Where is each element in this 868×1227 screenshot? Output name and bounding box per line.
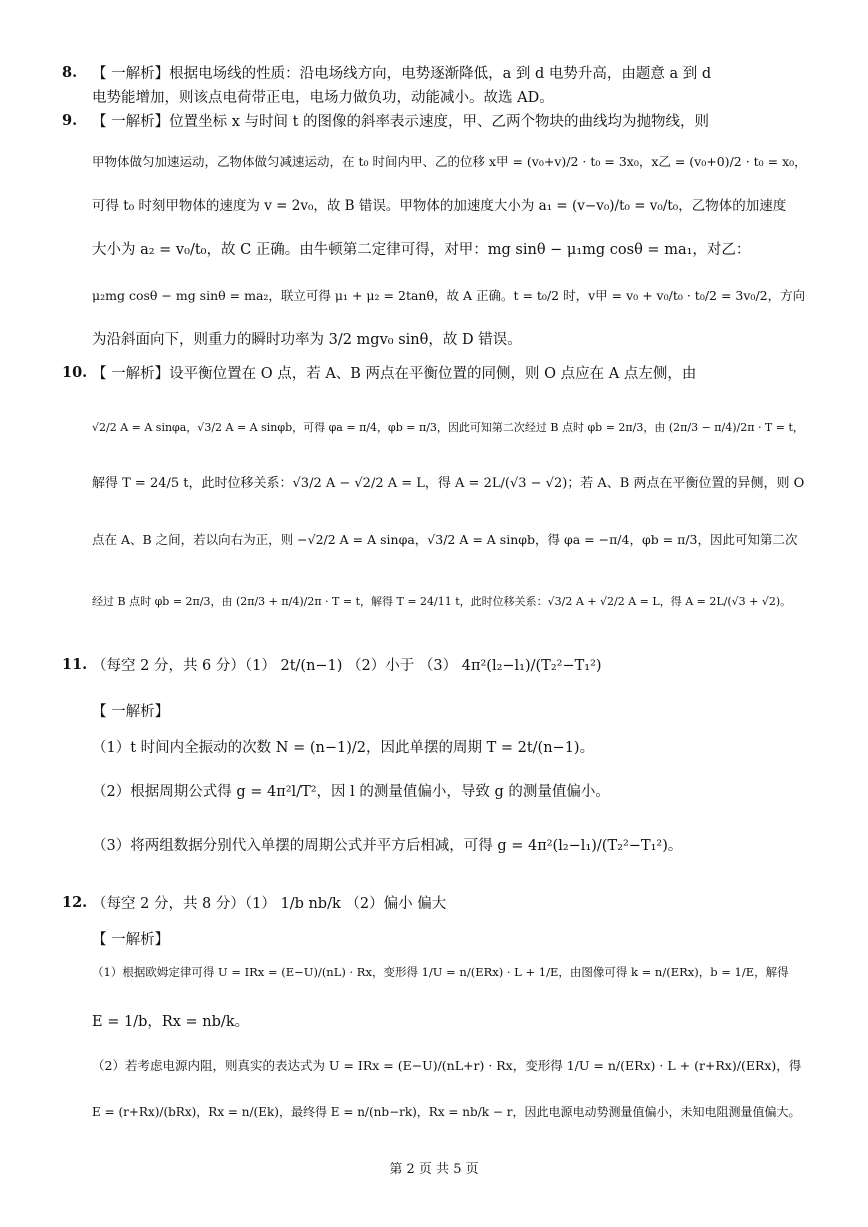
text-line: 【 一解析】位置坐标 x 与时间 t 的图像的斜率表示速度，甲、乙两个物块的曲线均为抛物线，则 [92, 114, 710, 130]
text-line: （2）根据周期公式得 g = 4π²l/T²，因 l 的测量值偏小，导致 g 的测量值偏小。 [92, 784, 610, 800]
text-line: 【 一解析】根据电场线的性质：沿电场线方向，电势逐渐降低，a 到 d 电势升高，由题意 a 到 d [92, 66, 712, 82]
item-number: 12. [62, 894, 88, 911]
text-line: （1）根据欧姆定律可得 U = IRx = (E−U)/(nL) · Rx，变形得 1/U = n/(ERx) · L + 1/E，由图像可得 k = n/(ERx)，b = 1/E，解得 [92, 965, 789, 979]
answer-line: （每空 2 分，共 6 分）（1） 2t/(n−1) （2）小于 （3） 4π²(l₂−l₁)/(T₂²−T₁²) [92, 658, 602, 674]
item-number: 9. [62, 112, 78, 129]
text-line: E = (r+Rx)/(bRx)，Rx = n/(Ek)，最终得 E = n/(nb−rk)，Rx = nb/k − r，因此电源电动势测量值偏小，未知电阻测量值偏大。 [92, 1105, 801, 1119]
text-line: （2）若考虑电源内阻，则真实的表达式为 U = IRx = (E−U)/(nL+r) · Rx，变形得 1/U = n/(ERx) · L + (r+Rx)/(ERx)，得 [92, 1058, 802, 1073]
analysis-heading: 【 一解析】 [92, 932, 170, 948]
text-line: E = 1/b，Rx = nb/k。 [92, 1014, 250, 1030]
text-line: 【 一解析】设平衡位置在 O 点，若 A、B 两点在平衡位置的同侧，则 O 点应在 A 点左侧，由 [92, 366, 697, 382]
text-line: 点在 A、B 之间，若以向右为正，则 −√2/2 A = A sinφa，√3/2 A = A sinφb，得 φa = −π/4，φb = π/3，因此可知第二次 [92, 532, 798, 547]
text-line: 大小为 a₂ = v₀/t₀，故 C 正确。由牛顿第二定律可得，对甲：mg sinθ − μ₁mg cosθ = ma₁，对乙： [92, 242, 751, 258]
text-line: 可得 t₀ 时刻甲物体的速度为 v = 2v₀，故 B 错误。甲物体的加速度大小为 a₁ = (v−v₀)/t₀ = v₀/t₀，乙物体的加速度 [92, 198, 787, 214]
item-number: 10. [62, 364, 88, 381]
analysis-heading: 【 一解析】 [92, 704, 170, 720]
text-line: μ₂mg cosθ − mg sinθ = ma₂，联立可得 μ₁ + μ₂ = 2tanθ，故 A 正确。t = t₀/2 时，v甲 = v₀ + v₀/t₀ · t₀/2 = 3v₀/2，方向 [92, 288, 806, 303]
item-number: 11. [62, 656, 88, 673]
text-line: 为沿斜面向下，则重力的瞬时功率为 3/2 mgv₀ sinθ，故 D 错误。 [92, 332, 522, 348]
text-line: 解得 T = 24/5 t，此时位移关系：√3/2 A − √2/2 A = L，得 A = 2L/(√3 − √2)；若 A、B 两点在平衡位置的异侧，则 O [92, 476, 805, 491]
text-line: 经过 B 点时 φb = 2π/3，由 (2π/3 + π/4)/2π · T = t，解得 T = 24/11 t，此时位移关系：√3/2 A + √2/2 A = L，得 A = 2L/(√3 + √2)。 [92, 595, 792, 608]
text-line: √2/2 A = A sinφa，√3/2 A = A sinφb，可得 φa = π/4，φb = π/3，因此可知第二次经过 B 点时 φb = 2π/3，由 (2π/3 − π/4)/2π · T = t， [92, 421, 804, 434]
page-footer: 第 2 页 共 5 页 [389, 1162, 479, 1177]
text-line: （3）将两组数据分别代入单摆的周期公式并平方后相减，可得 g = 4π²(l₂−l₁)/(T₂²−T₁²)。 [92, 838, 683, 854]
item-number: 8. [62, 64, 78, 81]
answer-line: （每空 2 分，共 8 分）（1） 1/b nb/k （2）偏小 偏大 [92, 896, 447, 912]
text-line: 甲物体做匀加速运动，乙物体做匀减速运动，在 t₀ 时间内甲、乙的位移 x甲 = (v₀+v)/2 · t₀ = 3x₀，x乙 = (v₀+0)/2 · t₀ = x₀， [92, 154, 807, 169]
text-line: 电势能增加，则该点电荷带正电，电场力做负功，动能减小。故选 AD。 [92, 90, 554, 106]
text-line: （1）t 时间内全振动的次数 N = (n−1)/2，因此单摆的周期 T = 2t/(n−1)。 [92, 740, 595, 756]
